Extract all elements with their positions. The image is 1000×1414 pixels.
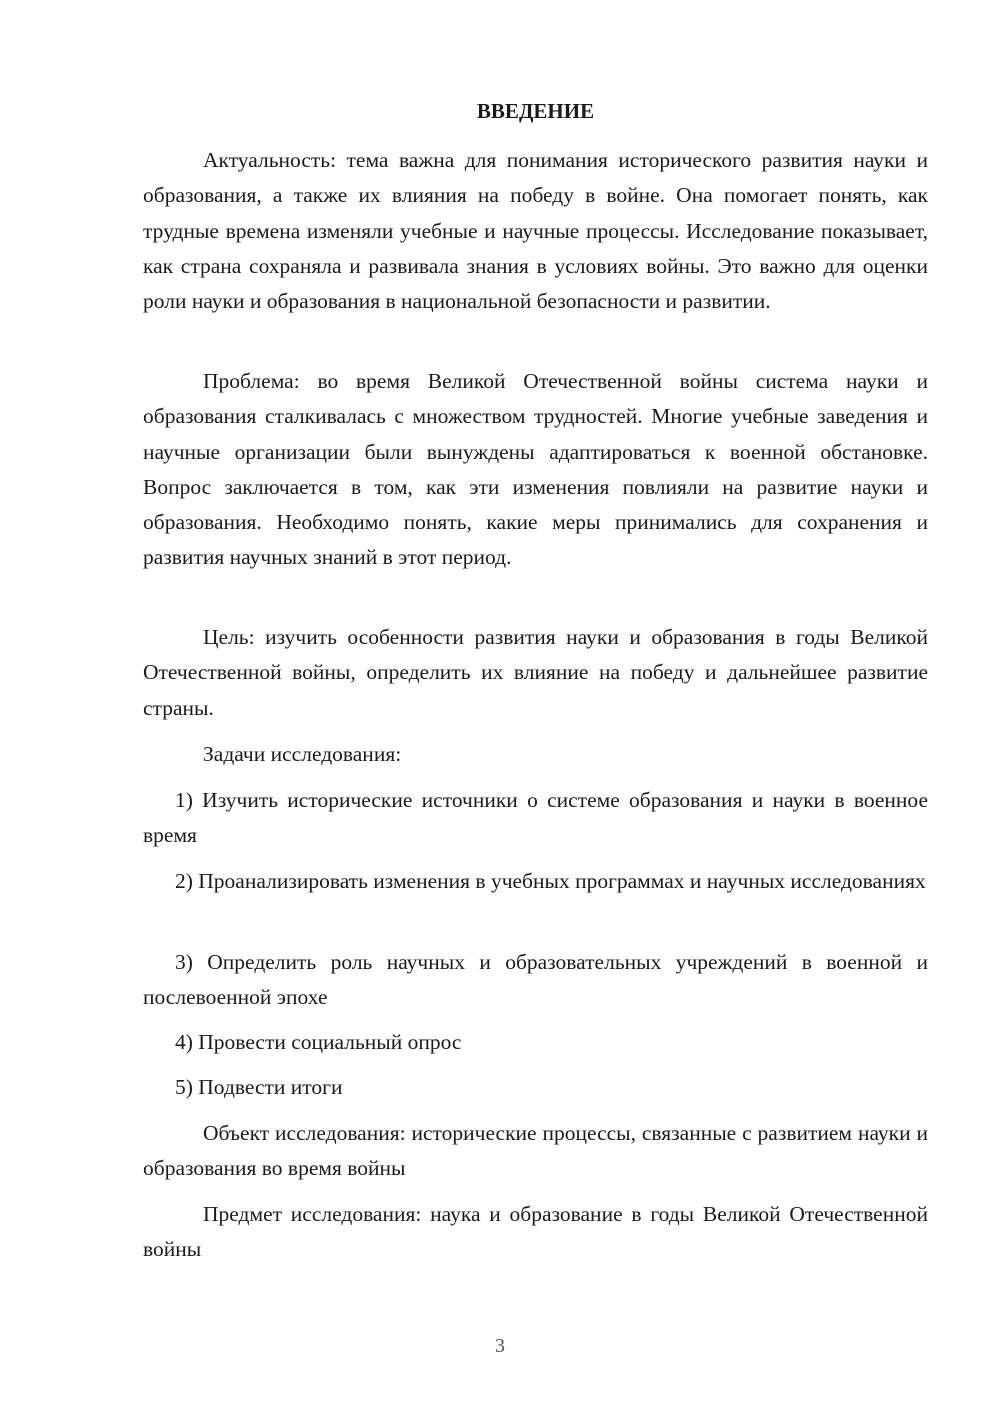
subject-paragraph: Предмет исследования: наука и образование в годы Великой Отечественной войны bbox=[143, 1202, 928, 1262]
task-item-4: 4) Провести социальный опрос bbox=[175, 1030, 462, 1054]
task-item-1: 1) Изучить исторические источники о системе образования и науки в военное время bbox=[143, 788, 928, 848]
problem-paragraph: Проблема: во время Великой Отечественной войны система науки и образования сталкивалась с множеством трудностей. Многие учебные заведения и научные организации были вынуждены адаптироваться к военной обстановке. Вопрос заключается в том, как эти изменения повлияли на развитие науки и образования. Необходимо понять, какие меры принимались для сохранения и развития научных знаний в этот период. bbox=[143, 369, 928, 570]
task-item-5: 5) Подвести итоги bbox=[175, 1075, 343, 1099]
page-number: 3 bbox=[495, 1335, 505, 1357]
relevance-paragraph: Актуальность: тема важна для понимания исторического развития науки и образования, а также их влияния на победу в войне. Она помогает понять, как трудные времена изменяли учебные и научные процессы. Исследование показывает, как страна сохраняла и развивала знания в условиях войны. Это важно для оценки роли науки и образования в национальной безопасности и развитии. bbox=[143, 148, 928, 314]
goal-paragraph: Цель: изучить особенности развития науки и образования в годы Великой Отечественной войны, определить их влияние на победу и дальнейшее развитие страны. bbox=[143, 625, 928, 720]
section-title: ВВЕДЕНИЕ bbox=[476, 99, 595, 123]
tasks-heading: Задачи исследования: bbox=[203, 742, 402, 766]
task-item-2: 2) Проанализировать изменения в учебных программах и научных исследованиях bbox=[175, 869, 926, 893]
task-item-3: 3) Определить роль научных и образовательных учреждений в военной и послевоенной эпохе bbox=[143, 950, 928, 1010]
object-paragraph: Объект исследования: исторические процессы, связанные с развитием науки и образования во время войны bbox=[143, 1121, 928, 1181]
